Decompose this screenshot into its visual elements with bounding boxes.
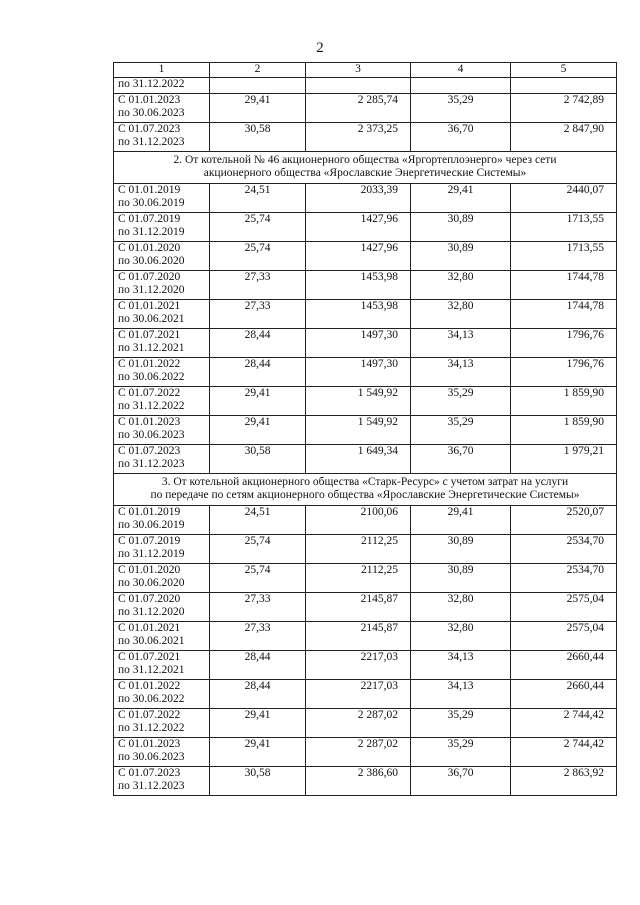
period-end: по 30.06.2019	[118, 519, 185, 531]
period-cell	[114, 122, 210, 151]
period-cell	[114, 328, 210, 357]
period-cell	[114, 766, 210, 795]
tariff-excl-vat-component-cell: 2 373,25	[306, 122, 411, 151]
tariff-excl-vat-heat-cell: 29,41	[210, 708, 306, 737]
tariff-incl-vat-heat-cell	[411, 77, 511, 93]
period-cell	[114, 241, 210, 270]
period-start: С 01.01.2023	[118, 415, 181, 428]
tariff-table	[113, 62, 617, 796]
tariff-excl-vat-component-cell	[306, 77, 411, 93]
tariff-excl-vat-component-cell: 1427,96	[306, 241, 411, 270]
tariff-excl-vat-component-cell: 1427,96	[306, 212, 411, 241]
section-heading-row	[114, 473, 617, 505]
tariff-excl-vat-component-cell: 2 285,74	[306, 93, 411, 122]
tariff-excl-vat-component-cell: 2 287,02	[306, 708, 411, 737]
table-row	[114, 122, 617, 151]
period-end: по 30.06.2021	[118, 635, 185, 647]
period-end: по 31.12.2020	[118, 606, 185, 618]
tariff-incl-vat-heat-cell: 32,80	[411, 299, 511, 328]
period-cell	[114, 270, 210, 299]
tariff-excl-vat-component-cell: 2217,03	[306, 650, 411, 679]
tariff-incl-vat-component-cell: 1713,55	[511, 241, 617, 270]
tariff-incl-vat-heat-cell: 32,80	[411, 270, 511, 299]
table-row	[114, 415, 617, 444]
tariff-incl-vat-component-cell: 2 744,42	[511, 737, 617, 766]
tariff-excl-vat-heat-cell: 30,58	[210, 122, 306, 151]
period-end: по 31.12.2022	[118, 400, 185, 412]
period-end: по 30.06.2023	[118, 107, 185, 119]
tariff-incl-vat-heat-cell: 29,41	[411, 183, 511, 212]
tariff-excl-vat-component-cell: 1 649,34	[306, 444, 411, 473]
period-start: С 01.07.2023	[118, 766, 181, 779]
tariff-incl-vat-heat-cell: 32,80	[411, 592, 511, 621]
tariff-incl-vat-heat-cell: 29,41	[411, 505, 511, 534]
table-row	[114, 679, 617, 708]
table-row	[114, 766, 617, 795]
tariff-incl-vat-heat-cell: 36,70	[411, 766, 511, 795]
tariff-incl-vat-component-cell: 1744,78	[511, 270, 617, 299]
period-end: по 31.12.2021	[118, 664, 185, 676]
tariff-excl-vat-heat-cell: 25,74	[210, 212, 306, 241]
period-start: С 01.01.2020	[118, 563, 181, 576]
tariff-excl-vat-heat-cell	[210, 77, 306, 93]
section-heading	[114, 473, 617, 505]
period-cell	[114, 621, 210, 650]
tariff-excl-vat-heat-cell: 25,74	[210, 563, 306, 592]
tariff-excl-vat-heat-cell: 28,44	[210, 679, 306, 708]
period-end: по 31.12.2023	[118, 136, 185, 148]
tariff-incl-vat-heat-cell: 32,80	[411, 621, 511, 650]
tariff-incl-vat-component-cell: 1 859,90	[511, 386, 617, 415]
table-row	[114, 621, 617, 650]
tariff-incl-vat-component-cell: 2660,44	[511, 679, 617, 708]
tariff-incl-vat-heat-cell: 35,29	[411, 737, 511, 766]
table-row	[114, 737, 617, 766]
tariff-incl-vat-heat-cell: 34,13	[411, 328, 511, 357]
column-number: 3	[306, 63, 411, 78]
tariff-incl-vat-component-cell: 1796,76	[511, 328, 617, 357]
tariff-excl-vat-component-cell: 2100,06	[306, 505, 411, 534]
table-row	[114, 241, 617, 270]
tariff-excl-vat-component-cell: 2217,03	[306, 679, 411, 708]
period-end: по 31.12.2021	[118, 342, 185, 354]
period-start: С 01.07.2019	[118, 534, 181, 547]
table-row	[114, 299, 617, 328]
period-cell	[114, 357, 210, 386]
column-number: 5	[511, 63, 617, 78]
tariff-incl-vat-heat-cell: 30,89	[411, 241, 511, 270]
table-row	[114, 357, 617, 386]
tariff-excl-vat-heat-cell: 28,44	[210, 328, 306, 357]
section-heading-row	[114, 151, 617, 183]
tariff-excl-vat-heat-cell: 28,44	[210, 650, 306, 679]
period-start: С 01.07.2021	[118, 650, 181, 663]
period-start: С 01.01.2023	[118, 93, 181, 106]
period-cell	[114, 534, 210, 563]
table-row	[114, 534, 617, 563]
tariff-incl-vat-heat-cell: 35,29	[411, 386, 511, 415]
period-start: С 01.01.2021	[118, 299, 181, 312]
tariff-incl-vat-component-cell: 1796,76	[511, 357, 617, 386]
tariff-excl-vat-component-cell: 1453,98	[306, 299, 411, 328]
tariff-excl-vat-heat-cell: 28,44	[210, 357, 306, 386]
tariff-incl-vat-component-cell: 2534,70	[511, 534, 617, 563]
tariff-excl-vat-component-cell: 1497,30	[306, 357, 411, 386]
table-row	[114, 592, 617, 621]
period-cell	[114, 77, 210, 93]
tariff-incl-vat-heat-cell: 30,89	[411, 563, 511, 592]
period-start: С 01.01.2022	[118, 357, 181, 370]
period-cell	[114, 299, 210, 328]
table-row	[114, 270, 617, 299]
period-start: С 01.01.2020	[118, 241, 181, 254]
table-row	[114, 77, 617, 93]
period-end: по 30.06.2022	[118, 693, 185, 705]
tariff-excl-vat-component-cell: 2145,87	[306, 621, 411, 650]
tariff-incl-vat-component-cell: 2 744,42	[511, 708, 617, 737]
tariff-incl-vat-heat-cell: 30,89	[411, 534, 511, 563]
period-cell	[114, 650, 210, 679]
tariff-excl-vat-heat-cell: 24,51	[210, 505, 306, 534]
period-cell	[114, 212, 210, 241]
tariff-incl-vat-component-cell: 2660,44	[511, 650, 617, 679]
tariff-excl-vat-component-cell: 1 549,92	[306, 415, 411, 444]
tariff-table-body	[114, 63, 617, 796]
tariff-incl-vat-component-cell: 1 979,21	[511, 444, 617, 473]
tariff-excl-vat-heat-cell: 29,41	[210, 386, 306, 415]
period-end: по 30.06.2023	[118, 751, 185, 763]
period-end: по 31.12.2022	[118, 77, 185, 90]
tariff-excl-vat-heat-cell: 25,74	[210, 534, 306, 563]
section-heading	[114, 151, 617, 183]
tariff-excl-vat-heat-cell: 29,41	[210, 93, 306, 122]
tariff-excl-vat-component-cell: 1453,98	[306, 270, 411, 299]
tariff-excl-vat-component-cell: 1 549,92	[306, 386, 411, 415]
tariff-excl-vat-heat-cell: 30,58	[210, 766, 306, 795]
tariff-incl-vat-heat-cell: 35,29	[411, 708, 511, 737]
tariff-incl-vat-component-cell: 2 847,90	[511, 122, 617, 151]
table-row	[114, 386, 617, 415]
period-cell	[114, 679, 210, 708]
period-cell	[114, 183, 210, 212]
tariff-incl-vat-component-cell: 1744,78	[511, 299, 617, 328]
tariff-incl-vat-component-cell: 2575,04	[511, 592, 617, 621]
tariff-excl-vat-component-cell: 2112,25	[306, 534, 411, 563]
tariff-excl-vat-heat-cell: 27,33	[210, 592, 306, 621]
period-start: С 01.07.2023	[118, 444, 181, 457]
period-end: по 30.06.2019	[118, 197, 185, 209]
tariff-incl-vat-component-cell: 1 859,90	[511, 415, 617, 444]
period-end: по 31.12.2019	[118, 548, 185, 560]
table-row	[114, 328, 617, 357]
tariff-excl-vat-component-cell: 2033,39	[306, 183, 411, 212]
table-row	[114, 212, 617, 241]
period-start: С 01.07.2023	[118, 122, 181, 135]
table-row	[114, 183, 617, 212]
tariff-incl-vat-component-cell: 2 742,89	[511, 93, 617, 122]
tariff-excl-vat-heat-cell: 25,74	[210, 241, 306, 270]
section-title-line-2: акционерного общества «Ярославские Энергетические Системы»	[203, 167, 527, 179]
section-title-line-1: 2. От котельной № 46 акционерного общества «Яргортеплоэнерго» через сети	[173, 153, 557, 166]
tariff-excl-vat-heat-cell: 30,58	[210, 444, 306, 473]
tariff-incl-vat-heat-cell: 36,70	[411, 122, 511, 151]
tariff-incl-vat-component-cell: 2520,07	[511, 505, 617, 534]
tariff-incl-vat-component-cell: 2 863,92	[511, 766, 617, 795]
column-number: 4	[411, 63, 511, 78]
period-start: С 01.01.2023	[118, 737, 181, 750]
tariff-excl-vat-component-cell: 2 386,60	[306, 766, 411, 795]
period-cell	[114, 505, 210, 534]
table-row	[114, 650, 617, 679]
period-cell	[114, 444, 210, 473]
period-cell	[114, 415, 210, 444]
tariff-excl-vat-component-cell: 2145,87	[306, 592, 411, 621]
period-start: С 01.07.2019	[118, 212, 181, 225]
period-start: С 01.07.2021	[118, 328, 181, 341]
period-end: по 31.12.2022	[118, 722, 185, 734]
period-end: по 30.06.2022	[118, 371, 185, 383]
period-end: по 31.12.2019	[118, 226, 185, 238]
period-end: по 31.12.2020	[118, 284, 185, 296]
tariff-incl-vat-component-cell: 2534,70	[511, 563, 617, 592]
period-cell	[114, 563, 210, 592]
tariff-incl-vat-heat-cell: 34,13	[411, 650, 511, 679]
tariff-excl-vat-heat-cell: 24,51	[210, 183, 306, 212]
period-start: С 01.01.2021	[118, 621, 181, 634]
column-number-row	[114, 63, 617, 78]
section-title-line-2: по передаче по сетям акционерного общества «Ярославские Энергетические Системы»	[150, 489, 580, 501]
period-start: С 01.07.2020	[118, 592, 181, 605]
tariff-incl-vat-component-cell	[511, 77, 617, 93]
period-end: по 31.12.2023	[118, 780, 185, 792]
tariff-excl-vat-heat-cell: 27,33	[210, 270, 306, 299]
tariff-incl-vat-heat-cell: 35,29	[411, 93, 511, 122]
period-start: С 01.07.2020	[118, 270, 181, 283]
period-end: по 31.12.2023	[118, 458, 185, 470]
section-title-line-1: 3. От котельной акционерного общества «Старк-Ресурс» с учетом затрат на услуги	[161, 475, 569, 488]
tariff-incl-vat-heat-cell: 36,70	[411, 444, 511, 473]
period-cell	[114, 737, 210, 766]
page-number: 2	[316, 40, 324, 56]
period-end: по 30.06.2023	[118, 429, 185, 441]
period-end: по 30.06.2021	[118, 313, 185, 325]
tariff-excl-vat-heat-cell: 27,33	[210, 299, 306, 328]
table-row	[114, 505, 617, 534]
tariff-incl-vat-component-cell: 2440,07	[511, 183, 617, 212]
tariff-excl-vat-heat-cell: 29,41	[210, 737, 306, 766]
table-row	[114, 93, 617, 122]
tariff-excl-vat-component-cell: 1497,30	[306, 328, 411, 357]
column-number: 2	[210, 63, 306, 78]
column-number: 1	[114, 63, 210, 78]
period-cell	[114, 386, 210, 415]
period-end: по 30.06.2020	[118, 577, 185, 589]
period-cell	[114, 93, 210, 122]
tariff-incl-vat-heat-cell: 34,13	[411, 357, 511, 386]
period-start: С 01.01.2022	[118, 679, 181, 692]
period-cell	[114, 592, 210, 621]
period-end: по 30.06.2020	[118, 255, 185, 267]
period-start: С 01.07.2022	[118, 708, 181, 721]
table-row	[114, 444, 617, 473]
period-start: С 01.01.2019	[118, 505, 181, 518]
tariff-incl-vat-heat-cell: 34,13	[411, 679, 511, 708]
period-start: С 01.01.2019	[118, 183, 181, 196]
table-row	[114, 563, 617, 592]
tariff-incl-vat-component-cell: 1713,55	[511, 212, 617, 241]
tariff-excl-vat-component-cell: 2112,25	[306, 563, 411, 592]
tariff-excl-vat-heat-cell: 27,33	[210, 621, 306, 650]
tariff-excl-vat-heat-cell: 29,41	[210, 415, 306, 444]
tariff-excl-vat-component-cell: 2 287,02	[306, 737, 411, 766]
tariff-incl-vat-heat-cell: 30,89	[411, 212, 511, 241]
table-row	[114, 708, 617, 737]
tariff-incl-vat-component-cell: 2575,04	[511, 621, 617, 650]
tariff-incl-vat-heat-cell: 35,29	[411, 415, 511, 444]
period-cell	[114, 708, 210, 737]
period-start: С 01.07.2022	[118, 386, 181, 399]
